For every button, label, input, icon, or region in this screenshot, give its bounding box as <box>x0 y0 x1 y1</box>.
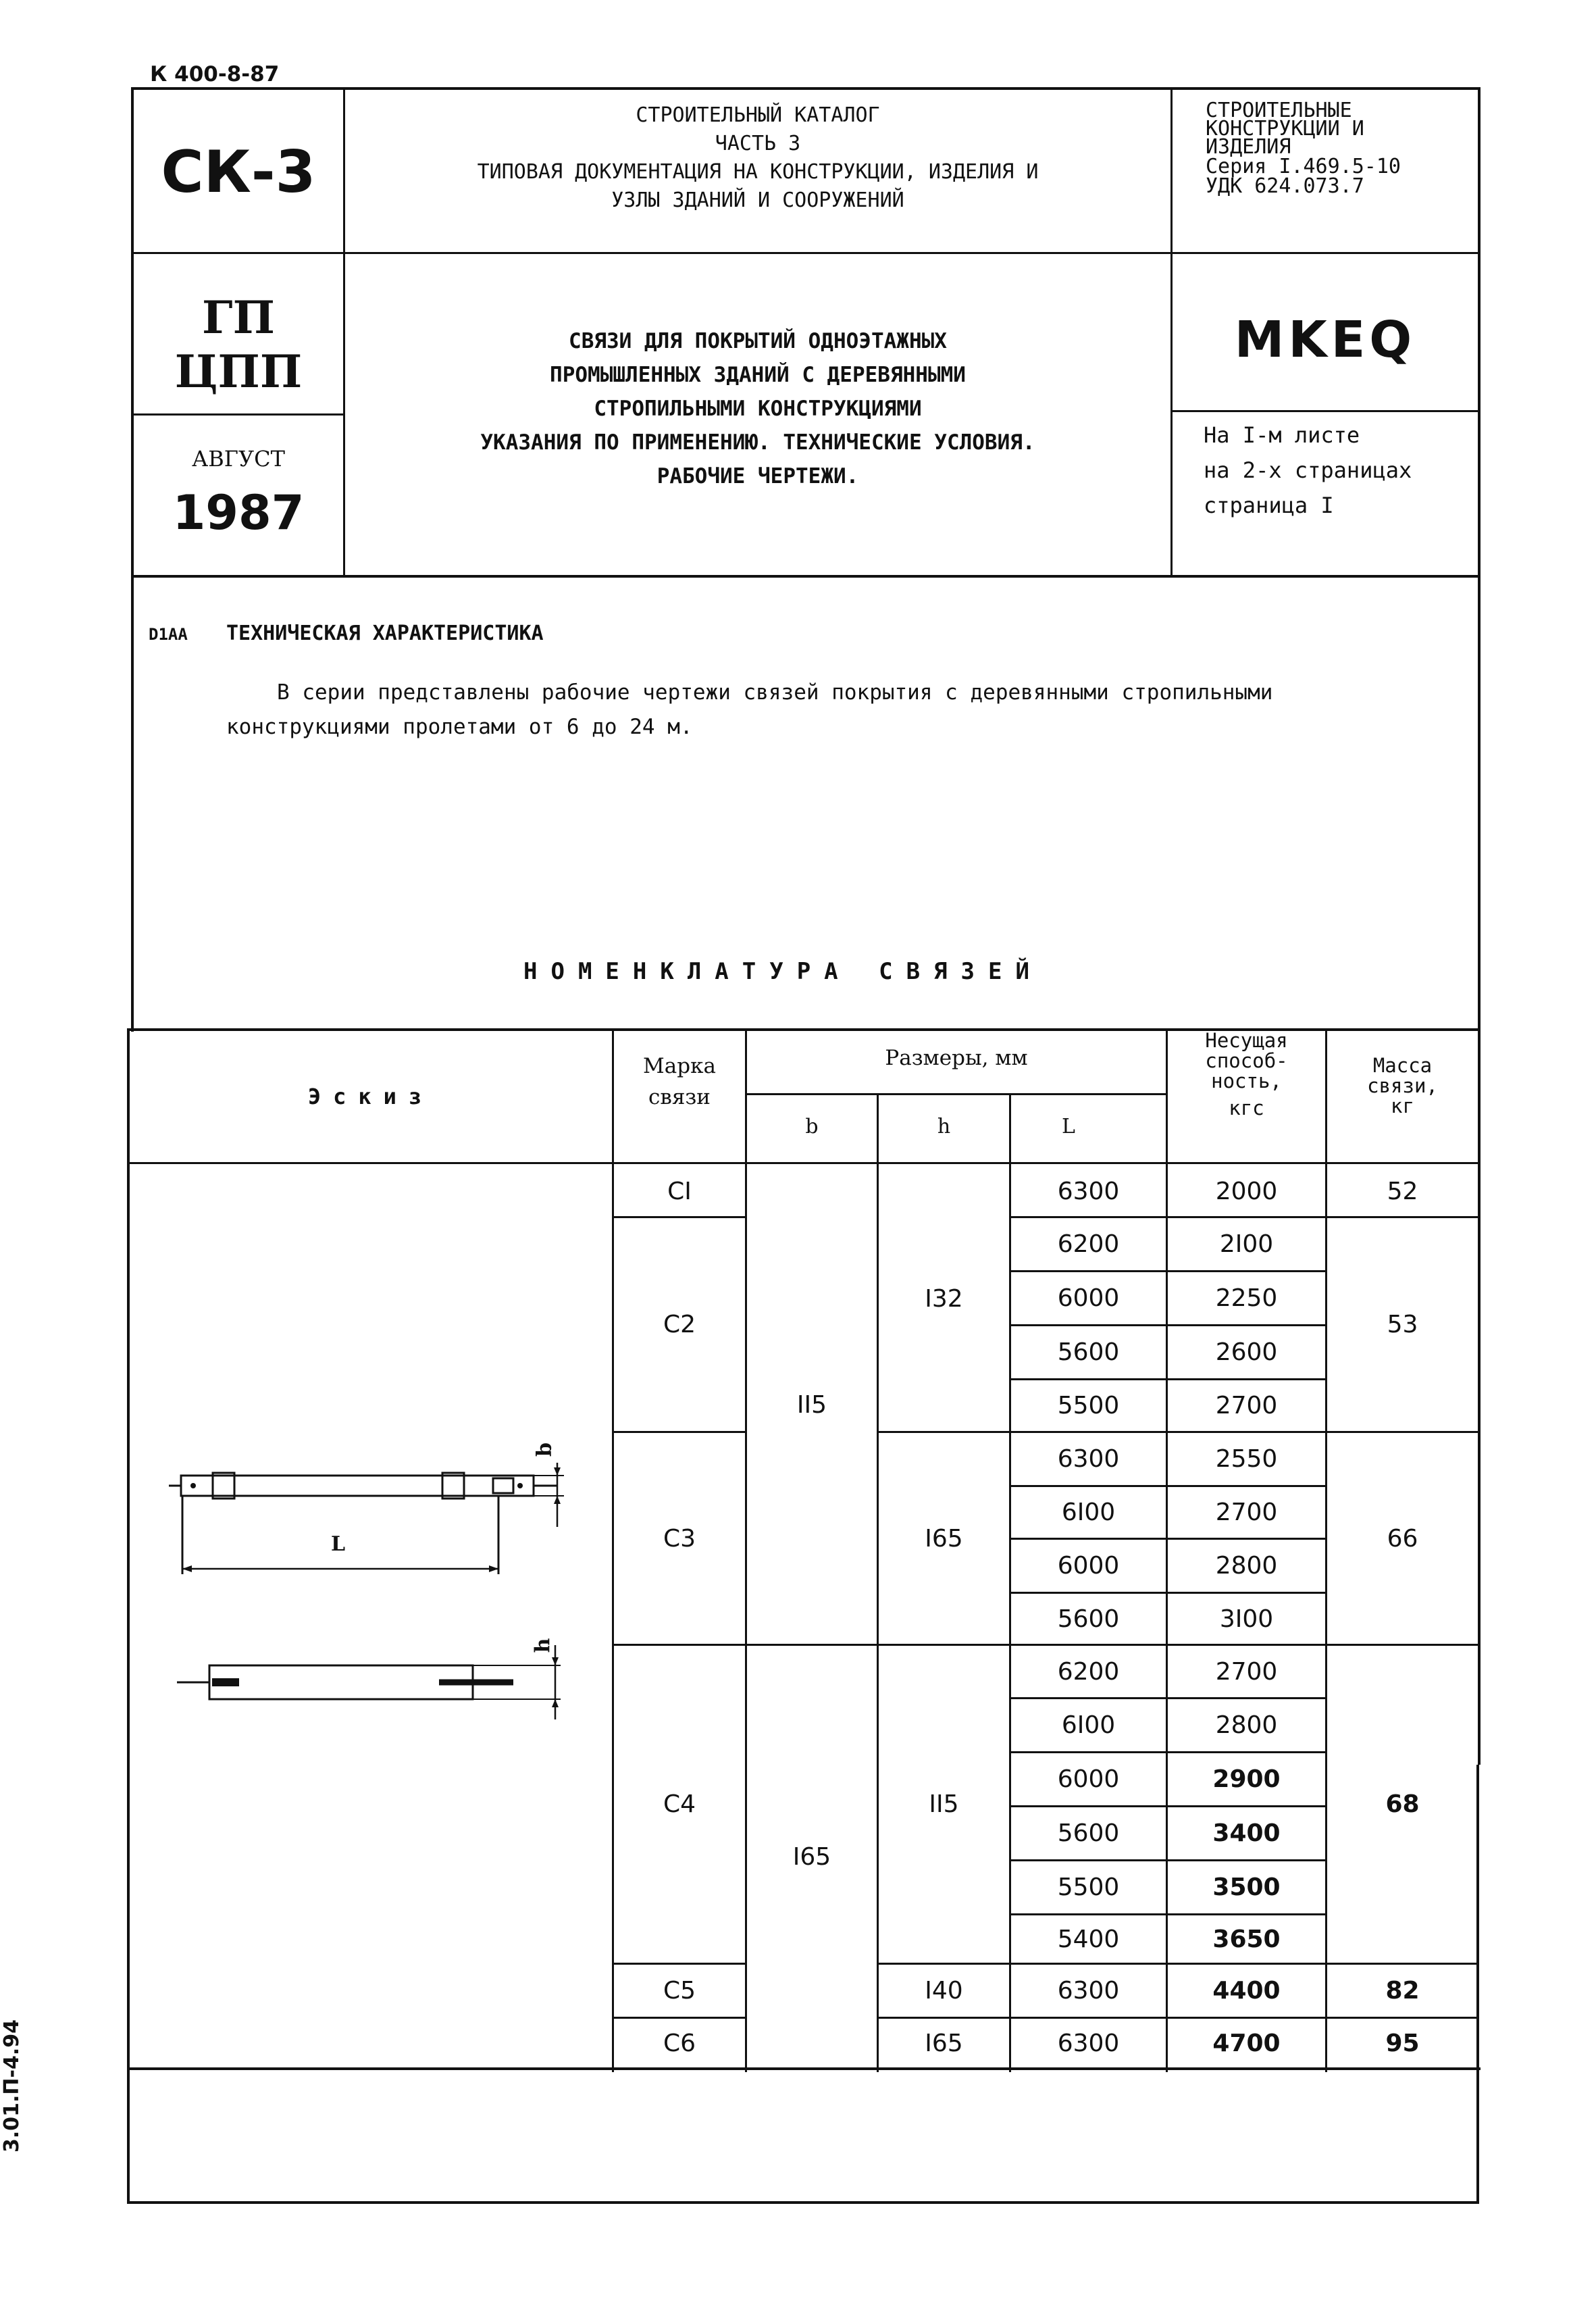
b-value-1: II5 <box>796 1391 827 1419</box>
capacity-value: 2800 <box>1215 1711 1278 1739</box>
table-sizes-subline <box>745 1093 1167 1095</box>
header-b: b <box>805 1115 819 1138</box>
L-value: 6000 <box>1057 1552 1120 1580</box>
L-value: 6200 <box>1057 1230 1120 1258</box>
section-paragraph-2: конструкциями пролетами от 6 до 24 м. <box>226 715 693 739</box>
series-line-3: ИЗДЕЛИЯ <box>1206 135 1291 159</box>
L-value: 6300 <box>1057 1977 1120 2005</box>
table-right-line <box>1478 1028 1481 1765</box>
mass-value-c3: 66 <box>1387 1524 1418 1553</box>
capacity-value: 3500 <box>1212 1873 1281 1901</box>
frame-top <box>132 87 1481 90</box>
mass-value-c2: 53 <box>1387 1311 1418 1338</box>
document-code: К 400-8-87 <box>150 62 280 86</box>
L-value: 5600 <box>1057 1338 1120 1366</box>
L-value: 6000 <box>1057 1765 1120 1793</box>
table-header-bottom <box>127 1162 1481 1164</box>
L-value: 6300 <box>1057 1177 1120 1205</box>
capacity-value: 3I00 <box>1219 1605 1274 1633</box>
header-mark <box>614 1051 745 1113</box>
series-line-4: Серия I.469.5-10 <box>1206 155 1401 178</box>
header-mass-line-1: Масса <box>1372 1054 1433 1077</box>
L-value: 5500 <box>1057 1392 1120 1419</box>
h-value-5: I65 <box>925 2029 963 2057</box>
header-capacity-line-4: кгс <box>1229 1097 1264 1120</box>
header-capacity-line-1: Несущая <box>1205 1029 1288 1052</box>
body-frame-left-upper <box>131 576 134 1032</box>
header-hline-1 <box>132 252 1481 254</box>
L-value: 5500 <box>1057 1873 1120 1901</box>
capacity-value: 2800 <box>1215 1552 1278 1580</box>
header-capacity-line-2: способ- <box>1205 1049 1288 1072</box>
sheets-block <box>1204 418 1412 523</box>
doc-index-code: MKEQ <box>1234 311 1416 369</box>
header-hline-right <box>1170 410 1481 412</box>
body-frame-right-upper <box>1478 576 1481 1032</box>
L-value: 6I00 <box>1061 1499 1116 1526</box>
sk-label: СК-3 <box>161 139 316 206</box>
mass-value-c1: 52 <box>1387 1177 1418 1205</box>
catalog-line-3: ТИПОВАЯ ДОКУМЕНТАЦИЯ НА КОНСТРУКЦИИ, ИЗДЕЛИЯ И <box>477 160 1039 184</box>
series-line-2: КОНСТРУКЦИИ И <box>1206 117 1364 141</box>
title-line-3: СТРОПИЛЬНЫМИ КОНСТРУКЦИЯМИ <box>594 397 922 421</box>
header-mark-line-1: Марка <box>643 1054 716 1078</box>
h-value-2: I65 <box>925 1524 963 1553</box>
capacity-value: 2I00 <box>1219 1230 1274 1258</box>
table-title: НОМЕНКЛАТУРА СВЯЗЕЙ <box>523 958 1043 985</box>
header-hline-bottom <box>132 575 1481 578</box>
capacity-value: 2700 <box>1215 1392 1278 1419</box>
org-block <box>134 291 343 399</box>
mark-c2: C2 <box>663 1311 696 1338</box>
mass-value-c6: 95 <box>1385 2029 1420 2057</box>
catalog-line-4: УЗЛЫ ЗДАНИЙ И СООРУЖЕНИЙ <box>611 188 904 212</box>
L-value: 5600 <box>1057 1605 1120 1633</box>
header-mass <box>1327 1055 1478 1116</box>
catalog-block <box>345 101 1170 215</box>
sketch-label-b: b <box>532 1442 557 1457</box>
header-capacity <box>1168 1030 1325 1118</box>
capacity-value: 4700 <box>1212 2029 1281 2057</box>
sketch-label-L: L <box>331 1532 346 1556</box>
title-block <box>345 324 1170 493</box>
catalog-line-1: СТРОИТЕЛЬНЫЙ КАТАЛОГ <box>636 103 880 127</box>
mark-c5: C5 <box>663 1977 696 2005</box>
catalog-line-2: ЧАСТЬ 3 <box>715 132 801 155</box>
org-line-2: ЦПП <box>174 345 303 398</box>
series-line-1: СТРОИТЕЛЬНЫЕ <box>1206 99 1352 122</box>
side-stamp: 3.01.П-4.94 <box>0 2019 24 2153</box>
mark-c4: C4 <box>663 1790 696 1818</box>
capacity-value: 2000 <box>1215 1177 1278 1205</box>
sheets-line-3: страница I <box>1204 493 1334 518</box>
section-code: D1AA <box>149 625 188 644</box>
sketch-label-h: h <box>531 1638 555 1653</box>
header-capacity-line-3: ность, <box>1211 1070 1282 1092</box>
capacity-value: 4400 <box>1212 1977 1281 2005</box>
L-value: 5400 <box>1057 1925 1120 1953</box>
header-h: h <box>937 1115 951 1138</box>
title-line-5: РАБОЧИЕ ЧЕРТЕЖИ. <box>657 464 859 488</box>
L-value: 5600 <box>1057 1819 1120 1847</box>
frame-right <box>1478 87 1481 577</box>
L-value: 6300 <box>1057 1445 1120 1473</box>
tie-sketch-plan <box>169 1426 588 1601</box>
L-value: 6200 <box>1057 1657 1120 1686</box>
sheets-line-2: на 2-х страницах <box>1204 457 1412 483</box>
sheets-line-1: На I-м листе <box>1204 422 1360 448</box>
capacity-value: 2900 <box>1212 1765 1281 1793</box>
table-left-line <box>127 1028 130 2204</box>
table-bottom-line <box>127 2067 1481 2070</box>
capacity-value: 2700 <box>1215 1657 1278 1686</box>
capacity-value: 2250 <box>1215 1284 1278 1312</box>
header-sketch: Эскиз <box>307 1084 434 1109</box>
L-value: 6I00 <box>1061 1711 1116 1739</box>
tie-sketch-elevation <box>169 1628 588 1730</box>
org-line-1: ГП <box>202 291 275 344</box>
header-L: L <box>1062 1115 1075 1138</box>
section-paragraph-1: В серии представлены рабочие чертежи связей покрытия с деревянными стропильными <box>277 680 1273 705</box>
h-value-4: I40 <box>925 1977 963 2005</box>
year-label: 1987 <box>172 485 305 540</box>
series-line-5: УДК 624.073.7 <box>1206 174 1364 198</box>
header-hline-left <box>132 413 344 416</box>
L-value: 6000 <box>1057 1284 1120 1312</box>
h-value-1: I32 <box>925 1284 963 1313</box>
capacity-value: 2600 <box>1215 1338 1278 1366</box>
capacity-value: 3400 <box>1212 1819 1281 1847</box>
mark-c6: C6 <box>663 2029 696 2057</box>
h-value-3: II5 <box>929 1790 959 1818</box>
capacity-value: 3650 <box>1212 1925 1281 1953</box>
section-heading: ТЕХНИЧЕСКАЯ ХАРАКТЕРИСТИКА <box>226 622 544 645</box>
capacity-value: 2550 <box>1215 1445 1278 1473</box>
mass-value-c4: 68 <box>1385 1790 1420 1818</box>
title-line-2: ПРОМЫШЛЕННЫХ ЗДАНИЙ С ДЕРЕВЯННЫМИ <box>550 363 966 387</box>
month-label: АВГУСТ <box>192 446 285 472</box>
mark-c3: C3 <box>663 1524 696 1553</box>
header-mark-line-2: связи <box>648 1085 711 1109</box>
header-mass-line-3: кг <box>1391 1095 1414 1117</box>
capacity-value: 2700 <box>1215 1499 1278 1526</box>
b-value-2: I65 <box>792 1842 831 1871</box>
header-sizes: Размеры, мм <box>885 1046 1028 1070</box>
mass-value-c5: 82 <box>1385 1977 1420 2005</box>
title-line-4: УКАЗАНИЯ ПО ПРИМЕНЕНИЮ. ТЕХНИЧЕСКИЕ УСЛОВИЯ. <box>480 430 1035 455</box>
mark-c1: CI <box>667 1177 692 1205</box>
title-line-1: СВЯЗИ ДЛЯ ПОКРЫТИЙ ОДНОЭТАЖНЫХ <box>569 329 947 353</box>
L-value: 6300 <box>1057 2029 1120 2057</box>
header-mass-line-2: связи, <box>1367 1074 1438 1097</box>
series-block <box>1206 99 1401 198</box>
page-bottom-line <box>127 2201 1479 2204</box>
